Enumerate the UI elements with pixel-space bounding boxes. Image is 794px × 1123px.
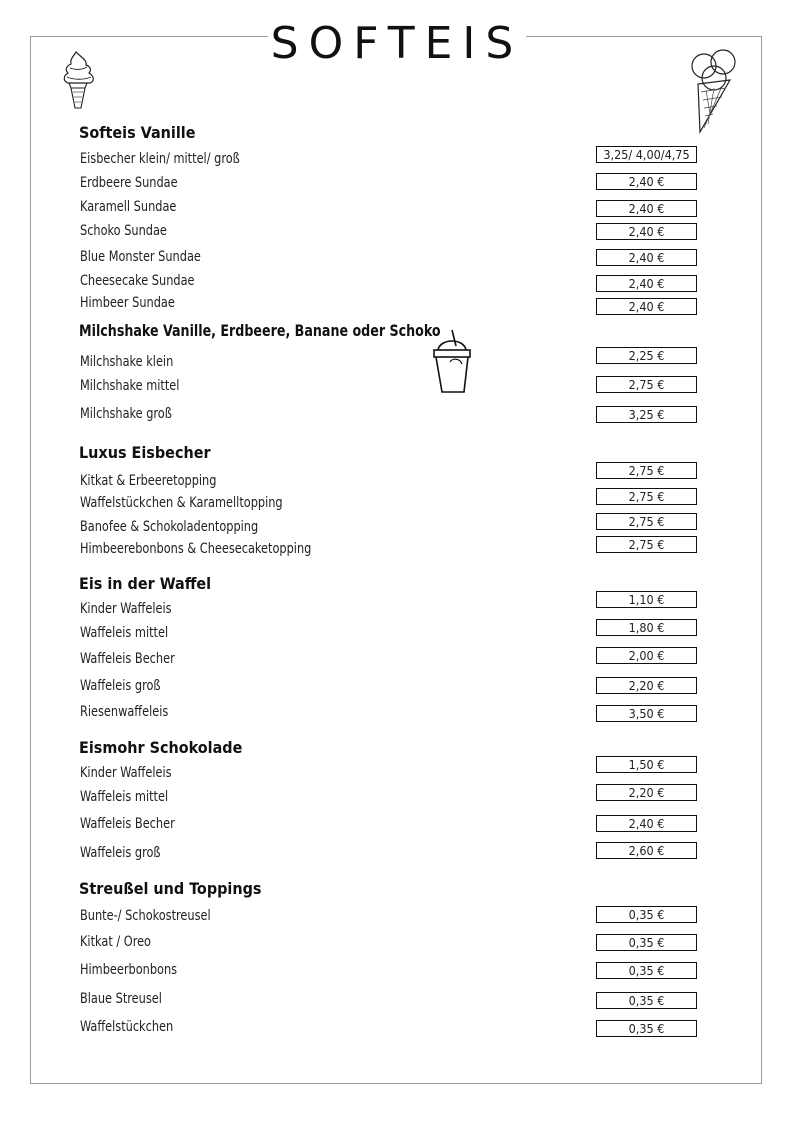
section-heading-luxus-eisbecher: Luxus Eisbecher — [79, 443, 211, 462]
menu-item-price: 2,40 € — [596, 298, 697, 315]
menu-item-name: Cheesecake Sundae — [80, 273, 195, 289]
menu-item-price: 2,25 € — [596, 347, 697, 364]
menu-item-price: 0,35 € — [596, 992, 697, 1009]
section-heading-streusel-und-toppings: Streußel und Toppings — [79, 879, 262, 898]
menu-item-name: Waffeleis Becher — [80, 651, 175, 667]
menu-item-price: 2,20 € — [596, 677, 697, 694]
menu-item-price: 2,20 € — [596, 784, 697, 801]
menu-item-name: Kitkat & Erbeeretopping — [80, 473, 217, 489]
menu-item-name: Himbeer Sundae — [80, 295, 175, 311]
menu-item-price: 0,35 € — [596, 1020, 697, 1037]
menu-item-price: 2,00 € — [596, 647, 697, 664]
menu-item-price: 3,50 € — [596, 705, 697, 722]
menu-item-name: Erdbeere Sundae — [80, 175, 178, 191]
menu-item-name: Waffeleis groß — [80, 678, 161, 694]
menu-item-price: 2,40 € — [596, 249, 697, 266]
menu-item-name: Kinder Waffeleis — [80, 765, 172, 781]
menu-item-price: 2,75 € — [596, 536, 697, 553]
section-heading-eis-in-der-waffel: Eis in der Waffel — [79, 574, 212, 593]
menu-item-price: 0,35 € — [596, 962, 697, 979]
menu-item-price: 2,40 € — [596, 275, 697, 292]
menu-item-name: Waffeleis mittel — [80, 625, 169, 641]
menu-item-price: 1,10 € — [596, 591, 697, 608]
section-heading-eismohr-schokolade: Eismohr Schokolade — [79, 738, 243, 757]
scoop-cone-icon — [686, 44, 742, 134]
menu-frame — [30, 36, 762, 1084]
menu-item-price: 2,75 € — [596, 488, 697, 505]
menu-item-price: 1,50 € — [596, 756, 697, 773]
menu-item-name: Eisbecher klein/ mittel/ groß — [80, 151, 240, 167]
menu-item-name: Himbeerebonbons & Cheesecaketopping — [80, 541, 312, 557]
menu-item-name: Banofee & Schokoladentopping — [80, 519, 259, 535]
menu-item-price: 2,75 € — [596, 513, 697, 530]
soft-serve-cone-icon — [60, 50, 98, 112]
menu-item-price: 2,40 € — [596, 173, 697, 190]
menu-item-name: Milchshake groß — [80, 406, 172, 422]
menu-item-price: 2,40 € — [596, 223, 697, 240]
menu-item-price: 3,25 € — [596, 406, 697, 423]
menu-item-price: 0,35 € — [596, 934, 697, 951]
menu-item-price: 3,25/ 4,00/4,75 — [596, 146, 697, 163]
menu-item-name: Himbeerbonbons — [80, 962, 178, 978]
menu-item-price: 2,60 € — [596, 842, 697, 859]
menu-item-name: Milchshake mittel — [80, 378, 180, 394]
menu-item-name: Schoko Sundae — [80, 223, 167, 239]
menu-item-price: 1,80 € — [596, 619, 697, 636]
menu-item-name: Waffeleis groß — [80, 845, 161, 861]
menu-item-name: Kitkat / Oreo — [80, 934, 151, 950]
menu-item-name: Waffelstückchen & Karamelltopping — [80, 495, 283, 511]
menu-item-price: 2,40 € — [596, 815, 697, 832]
menu-item-name: Karamell Sundae — [80, 199, 177, 215]
menu-item-name: Waffeleis mittel — [80, 789, 169, 805]
menu-item-name: Waffelstückchen — [80, 1019, 174, 1035]
menu-item-price: 0,35 € — [596, 906, 697, 923]
menu-item-name: Kinder Waffeleis — [80, 601, 172, 617]
menu-item-name: Blue Monster Sundae — [80, 249, 201, 265]
menu-item-name: Bunte-/ Schokostreusel — [80, 908, 211, 924]
menu-item-price: 2,40 € — [596, 200, 697, 217]
menu-item-price: 2,75 € — [596, 462, 697, 479]
menu-item-name: Riesenwaffeleis — [80, 704, 169, 720]
menu-item-price: 2,75 € — [596, 376, 697, 393]
menu-item-name: Milchshake klein — [80, 354, 174, 370]
page-title: SOFTEIS — [270, 18, 524, 69]
menu-item-name: Waffeleis Becher — [80, 816, 175, 832]
menu-item-name: Blaue Streusel — [80, 991, 162, 1007]
section-heading-softeis-vanille: Softeis Vanille — [79, 123, 196, 142]
section-heading-milchshake: Milchshake Vanille, Erdbeere, Banane oder Schoko — [79, 321, 441, 340]
